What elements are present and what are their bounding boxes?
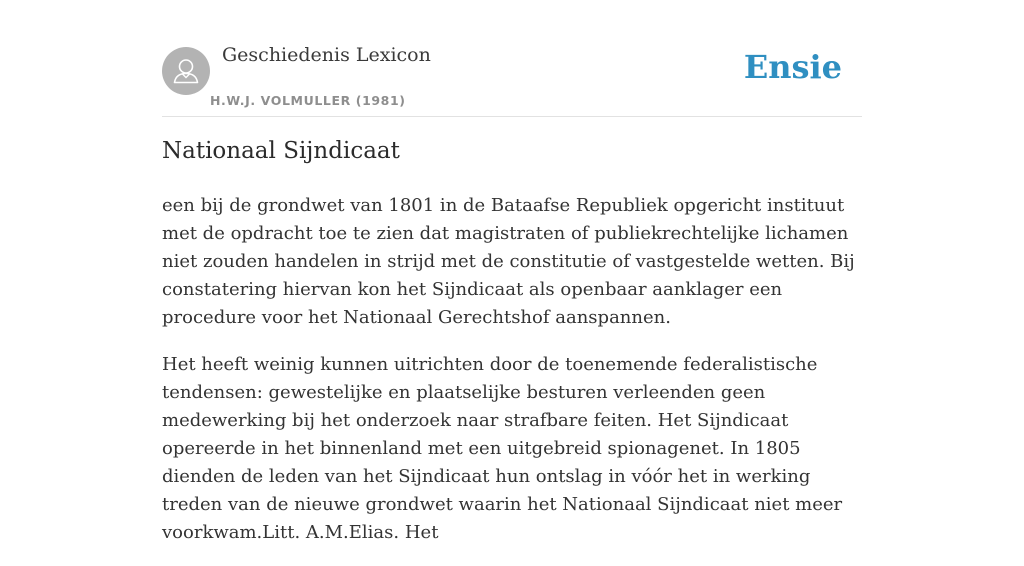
entry-paragraph: Het heeft weinig kunnen uitrichten door de toenemende federalistische tendensen: gewestelijke en plaatselijke besturen verleenden geen medewerking bij het onderzoek naar strafbare feiten. Het Sijndicaat opereerde in het binnenland met een uitgebreid spionagenet. In 1805 dienden de leden van het Sijndicaat hun ontslag in vóór het in werking treden van de nieuwe grondwet waarin het Nationaal Sijndicaat niet meer voorkwam.Litt. A.M.Elias. Het xyxy=(162,354,843,543)
entry-body xyxy=(162,192,862,566)
book-title[interactable]: Geschiedenis Lexicon xyxy=(222,44,431,66)
user-silhouette-icon xyxy=(162,47,210,95)
entry-paragraph: een bij de grondwet van 1801 in de Bataafse Republiek opgericht instituut met de opdracht toe te zien dat magistraten of publiekrechtelijke lichamen niet zouden handelen in strijd met de constitutie of vastgestelde wetten. Bij constatering hiervan kon het Sijndicaat als openbaar aanklager een procedure voor het Nationaal Gerechtshof aanspannen. xyxy=(162,195,855,328)
author-name[interactable]: H.W.J. VOLMULLER (1981) xyxy=(210,93,406,108)
ensie-logo-link[interactable]: Ensie xyxy=(743,48,842,86)
entry-header xyxy=(162,0,862,117)
author-avatar[interactable] xyxy=(162,47,210,95)
entry-title: Nationaal Sijndicaat xyxy=(162,138,400,164)
page xyxy=(162,0,862,543)
